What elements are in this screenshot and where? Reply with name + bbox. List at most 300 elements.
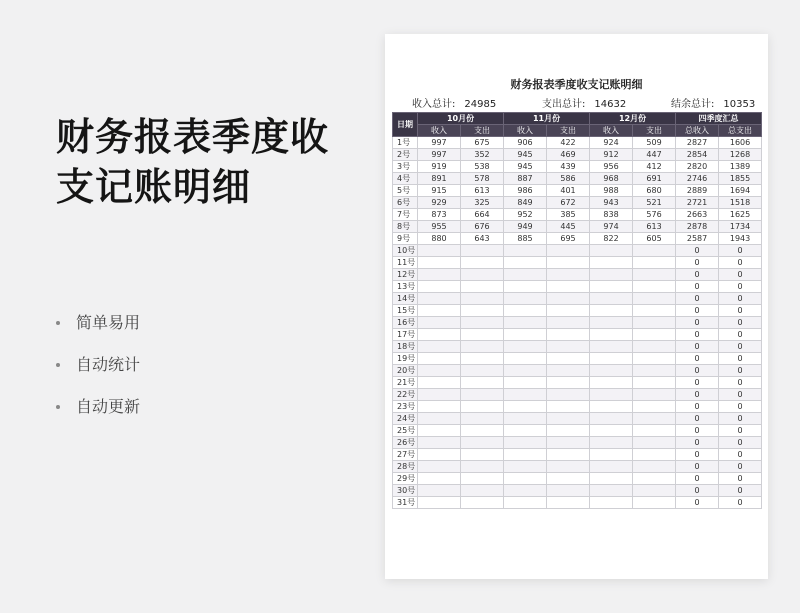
value-cell[interactable]: 0 [676,329,719,341]
value-cell[interactable] [504,413,547,425]
table-row [393,497,762,509]
value-cell[interactable]: 695 [547,233,590,245]
value-cell[interactable]: 412 [633,161,676,173]
value-cell[interactable]: 0 [676,305,719,317]
value-cell[interactable]: 0 [676,317,719,329]
value-cell[interactable]: 915 [418,185,461,197]
subheader-total-expense: 总支出 [719,125,762,137]
value-cell[interactable] [461,341,504,353]
value-cell[interactable]: 2587 [676,233,719,245]
day-cell: 28号 [393,461,418,473]
value-cell[interactable]: 613 [633,221,676,233]
value-cell[interactable] [590,305,633,317]
value-cell[interactable] [590,365,633,377]
value-cell[interactable]: 0 [719,329,762,341]
value-cell[interactable] [504,377,547,389]
value-cell[interactable]: 956 [590,161,633,173]
value-cell[interactable] [504,437,547,449]
value-cell[interactable] [633,305,676,317]
value-cell[interactable]: 1734 [719,221,762,233]
value-cell[interactable] [547,245,590,257]
value-cell[interactable] [590,437,633,449]
expense-total [542,95,626,110]
value-cell[interactable] [461,437,504,449]
value-cell[interactable] [461,281,504,293]
value-cell[interactable] [418,401,461,413]
value-cell[interactable]: 0 [676,485,719,497]
value-cell[interactable]: 0 [719,317,762,329]
value-cell[interactable] [590,245,633,257]
day-cell: 22号 [393,389,418,401]
balance-total-value: 10353 [723,99,756,110]
value-cell[interactable] [418,389,461,401]
value-cell[interactable] [633,461,676,473]
value-cell[interactable] [590,377,633,389]
value-cell[interactable] [461,497,504,509]
value-cell[interactable] [590,401,633,413]
value-cell[interactable] [547,365,590,377]
value-cell[interactable] [633,281,676,293]
value-cell[interactable] [633,329,676,341]
value-cell[interactable] [418,437,461,449]
value-cell[interactable] [461,257,504,269]
value-cell[interactable] [418,473,461,485]
value-cell[interactable] [504,485,547,497]
day-cell: 16号 [393,317,418,329]
value-cell[interactable]: 955 [418,221,461,233]
value-cell[interactable] [418,341,461,353]
feature-item: 简单易用 [56,306,140,348]
value-cell[interactable]: 0 [676,281,719,293]
value-cell[interactable] [504,245,547,257]
value-cell[interactable] [504,269,547,281]
value-cell[interactable] [547,473,590,485]
day-cell: 24号 [393,413,418,425]
day-cell: 6号 [393,197,418,209]
value-cell[interactable] [504,317,547,329]
value-cell[interactable]: 0 [719,425,762,437]
value-cell[interactable] [504,305,547,317]
value-cell[interactable] [633,353,676,365]
value-cell[interactable]: 422 [547,137,590,149]
value-cell[interactable] [590,497,633,509]
day-cell: 8号 [393,221,418,233]
value-cell[interactable] [461,461,504,473]
value-cell[interactable] [590,473,633,485]
value-cell[interactable]: 1389 [719,161,762,173]
value-cell[interactable]: 891 [418,173,461,185]
value-cell[interactable]: 0 [719,401,762,413]
value-cell[interactable]: 924 [590,137,633,149]
value-cell[interactable]: 439 [547,161,590,173]
value-cell[interactable] [547,425,590,437]
value-cell[interactable] [590,269,633,281]
value-cell[interactable] [590,449,633,461]
value-cell[interactable]: 906 [504,137,547,149]
value-cell[interactable]: 538 [461,161,504,173]
value-cell[interactable]: 919 [418,161,461,173]
table-row [393,149,762,161]
spreadsheet-preview [385,34,768,579]
group-header-oct: 10月份 [418,113,504,125]
value-cell[interactable] [418,413,461,425]
value-cell[interactable]: 2820 [676,161,719,173]
value-cell[interactable] [461,413,504,425]
value-cell[interactable]: 880 [418,233,461,245]
value-cell[interactable] [504,425,547,437]
day-cell: 23号 [393,401,418,413]
value-cell[interactable] [504,449,547,461]
value-cell[interactable]: 2878 [676,221,719,233]
value-cell[interactable]: 873 [418,209,461,221]
value-cell[interactable] [590,353,633,365]
value-cell[interactable] [504,389,547,401]
value-cell[interactable]: 469 [547,149,590,161]
value-cell[interactable]: 949 [504,221,547,233]
value-cell[interactable]: 1943 [719,233,762,245]
value-cell[interactable]: 1625 [719,209,762,221]
value-cell[interactable] [504,365,547,377]
value-cell[interactable] [633,425,676,437]
value-cell[interactable] [461,317,504,329]
subheader-income: 收入 [504,125,547,137]
value-cell[interactable] [418,425,461,437]
value-cell[interactable] [547,437,590,449]
table-row [393,329,762,341]
value-cell[interactable]: 1855 [719,173,762,185]
table-row [393,197,762,209]
value-cell[interactable] [633,437,676,449]
value-cell[interactable]: 0 [719,281,762,293]
value-cell[interactable] [633,245,676,257]
value-cell[interactable] [461,401,504,413]
value-cell[interactable]: 1518 [719,197,762,209]
value-cell[interactable]: 447 [633,149,676,161]
table-row [393,473,762,485]
value-cell[interactable] [633,365,676,377]
value-cell[interactable]: 2663 [676,209,719,221]
value-cell[interactable] [418,497,461,509]
day-cell: 12号 [393,269,418,281]
value-cell[interactable]: 664 [461,209,504,221]
value-cell[interactable]: 2827 [676,137,719,149]
value-cell[interactable] [633,449,676,461]
value-cell[interactable]: 0 [676,353,719,365]
value-cell[interactable] [547,497,590,509]
value-cell[interactable]: 576 [633,209,676,221]
value-cell[interactable]: 0 [676,401,719,413]
ledger-body [393,137,762,509]
value-cell[interactable]: 385 [547,209,590,221]
day-cell: 13号 [393,281,418,293]
value-cell[interactable] [590,389,633,401]
value-cell[interactable] [590,425,633,437]
value-cell[interactable]: 988 [590,185,633,197]
day-cell: 17号 [393,329,418,341]
value-cell[interactable]: 691 [633,173,676,185]
group-header-q4-summary: 四季度汇总 [676,113,762,125]
value-cell[interactable]: 0 [719,377,762,389]
value-cell[interactable] [418,449,461,461]
value-cell[interactable]: 0 [676,425,719,437]
value-cell[interactable] [461,293,504,305]
value-cell[interactable] [504,257,547,269]
table-row [393,269,762,281]
value-cell[interactable] [461,425,504,437]
value-cell[interactable] [547,341,590,353]
value-cell[interactable] [547,377,590,389]
value-cell[interactable] [547,257,590,269]
value-cell[interactable]: 945 [504,161,547,173]
feature-item: 自动更新 [56,390,140,432]
value-cell[interactable]: 445 [547,221,590,233]
value-cell[interactable]: 613 [461,185,504,197]
value-cell[interactable]: 643 [461,233,504,245]
value-cell[interactable]: 968 [590,173,633,185]
value-cell[interactable]: 2721 [676,197,719,209]
value-cell[interactable] [461,473,504,485]
value-cell[interactable]: 0 [676,461,719,473]
value-cell[interactable]: 0 [676,245,719,257]
value-cell[interactable]: 0 [719,269,762,281]
value-cell[interactable] [461,377,504,389]
value-cell[interactable]: 912 [590,149,633,161]
value-cell[interactable] [418,269,461,281]
day-cell: 9号 [393,233,418,245]
value-cell[interactable]: 887 [504,173,547,185]
value-cell[interactable]: 0 [719,449,762,461]
value-cell[interactable] [547,485,590,497]
value-cell[interactable] [418,329,461,341]
table-row [393,161,762,173]
value-cell[interactable]: 997 [418,137,461,149]
value-cell[interactable]: 0 [719,257,762,269]
value-cell[interactable]: 352 [461,149,504,161]
feature-list [56,306,140,432]
value-cell[interactable] [418,365,461,377]
value-cell[interactable]: 2889 [676,185,719,197]
value-cell[interactable] [461,245,504,257]
value-cell[interactable] [590,293,633,305]
value-cell[interactable] [461,305,504,317]
value-cell[interactable]: 0 [719,473,762,485]
value-cell[interactable] [590,257,633,269]
value-cell[interactable] [547,401,590,413]
value-cell[interactable] [504,497,547,509]
value-cell[interactable] [461,365,504,377]
value-cell[interactable] [418,485,461,497]
income-total-value: 24985 [464,99,497,110]
value-cell[interactable]: 676 [461,221,504,233]
day-cell: 10号 [393,245,418,257]
value-cell[interactable] [590,329,633,341]
table-row [393,221,762,233]
value-cell[interactable]: 929 [418,197,461,209]
value-cell[interactable]: 0 [719,413,762,425]
value-cell[interactable] [418,305,461,317]
value-cell[interactable]: 680 [633,185,676,197]
value-cell[interactable] [547,317,590,329]
value-cell[interactable]: 0 [676,269,719,281]
value-cell[interactable] [504,341,547,353]
value-cell[interactable] [547,329,590,341]
value-cell[interactable]: 672 [547,197,590,209]
value-cell[interactable]: 0 [676,437,719,449]
value-cell[interactable]: 822 [590,233,633,245]
value-cell[interactable] [547,305,590,317]
value-cell[interactable]: 586 [547,173,590,185]
value-cell[interactable]: 1694 [719,185,762,197]
value-cell[interactable] [547,449,590,461]
day-cell: 5号 [393,185,418,197]
value-cell[interactable] [418,353,461,365]
day-cell: 7号 [393,209,418,221]
table-row [393,305,762,317]
value-cell[interactable]: 0 [676,497,719,509]
value-cell[interactable] [633,377,676,389]
value-cell[interactable]: 0 [719,365,762,377]
value-cell[interactable] [504,473,547,485]
value-cell[interactable] [461,485,504,497]
value-cell[interactable] [590,281,633,293]
table-row [393,461,762,473]
value-cell[interactable]: 578 [461,173,504,185]
value-cell[interactable]: 0 [676,257,719,269]
value-cell[interactable] [590,461,633,473]
value-cell[interactable]: 0 [719,497,762,509]
value-cell[interactable] [633,317,676,329]
value-cell[interactable]: 0 [719,461,762,473]
value-cell[interactable]: 0 [676,389,719,401]
subheader-income: 收入 [418,125,461,137]
value-cell[interactable] [547,269,590,281]
value-cell[interactable]: 0 [719,485,762,497]
value-cell[interactable] [418,257,461,269]
income-total [412,95,496,110]
value-cell[interactable] [547,413,590,425]
value-cell[interactable] [461,353,504,365]
value-cell[interactable] [590,413,633,425]
value-cell[interactable]: 986 [504,185,547,197]
table-row [393,401,762,413]
value-cell[interactable]: 0 [719,293,762,305]
value-cell[interactable] [547,353,590,365]
value-cell[interactable] [418,461,461,473]
value-cell[interactable] [633,389,676,401]
value-cell[interactable] [461,389,504,401]
value-cell[interactable] [418,281,461,293]
ledger-table [392,112,762,509]
value-cell[interactable] [633,485,676,497]
value-cell[interactable]: 0 [676,449,719,461]
value-cell[interactable]: 2854 [676,149,719,161]
expense-total-value: 14632 [594,99,627,110]
value-cell[interactable] [461,329,504,341]
date-header: 日期 [393,113,418,137]
value-cell[interactable] [590,341,633,353]
value-cell[interactable]: 1606 [719,137,762,149]
value-cell[interactable]: 943 [590,197,633,209]
value-cell[interactable] [633,497,676,509]
value-cell[interactable]: 0 [719,389,762,401]
value-cell[interactable] [547,461,590,473]
value-cell[interactable]: 2746 [676,173,719,185]
value-cell[interactable] [461,449,504,461]
value-cell[interactable] [633,473,676,485]
value-cell[interactable] [633,269,676,281]
value-cell[interactable] [504,281,547,293]
value-cell[interactable]: 0 [676,293,719,305]
value-cell[interactable] [547,293,590,305]
value-cell[interactable]: 0 [719,245,762,257]
table-row [393,389,762,401]
value-cell[interactable] [547,389,590,401]
value-cell[interactable]: 838 [590,209,633,221]
group-header-dec: 12月份 [590,113,676,125]
day-cell: 15号 [393,305,418,317]
value-cell[interactable] [633,257,676,269]
value-cell[interactable]: 675 [461,137,504,149]
value-cell[interactable]: 885 [504,233,547,245]
value-cell[interactable] [633,413,676,425]
day-cell: 21号 [393,377,418,389]
value-cell[interactable] [418,377,461,389]
day-cell: 14号 [393,293,418,305]
value-cell[interactable] [633,341,676,353]
value-cell[interactable] [504,461,547,473]
table-row [393,233,762,245]
value-cell[interactable] [418,293,461,305]
value-cell[interactable]: 0 [719,437,762,449]
value-cell[interactable] [547,281,590,293]
value-cell[interactable]: 945 [504,149,547,161]
value-cell[interactable] [418,245,461,257]
subheader-income: 收入 [590,125,633,137]
value-cell[interactable]: 849 [504,197,547,209]
value-cell[interactable]: 0 [719,305,762,317]
table-row [393,437,762,449]
value-cell[interactable]: 0 [676,365,719,377]
value-cell[interactable] [633,293,676,305]
value-cell[interactable] [590,485,633,497]
value-cell[interactable] [633,401,676,413]
value-cell[interactable]: 952 [504,209,547,221]
day-cell: 27号 [393,449,418,461]
value-cell[interactable] [504,329,547,341]
value-cell[interactable]: 521 [633,197,676,209]
value-cell[interactable]: 1268 [719,149,762,161]
value-cell[interactable]: 0 [676,473,719,485]
value-cell[interactable]: 974 [590,221,633,233]
value-cell[interactable]: 0 [719,353,762,365]
value-cell[interactable] [504,401,547,413]
value-cell[interactable]: 605 [633,233,676,245]
value-cell[interactable]: 325 [461,197,504,209]
day-cell: 11号 [393,257,418,269]
value-cell[interactable]: 509 [633,137,676,149]
value-cell[interactable] [504,353,547,365]
value-cell[interactable]: 401 [547,185,590,197]
value-cell[interactable]: 997 [418,149,461,161]
value-cell[interactable]: 0 [719,341,762,353]
value-cell[interactable] [504,293,547,305]
value-cell[interactable] [590,317,633,329]
value-cell[interactable] [461,269,504,281]
value-cell[interactable]: 0 [676,341,719,353]
value-cell[interactable] [418,317,461,329]
value-cell[interactable]: 0 [676,413,719,425]
value-cell[interactable]: 0 [676,377,719,389]
